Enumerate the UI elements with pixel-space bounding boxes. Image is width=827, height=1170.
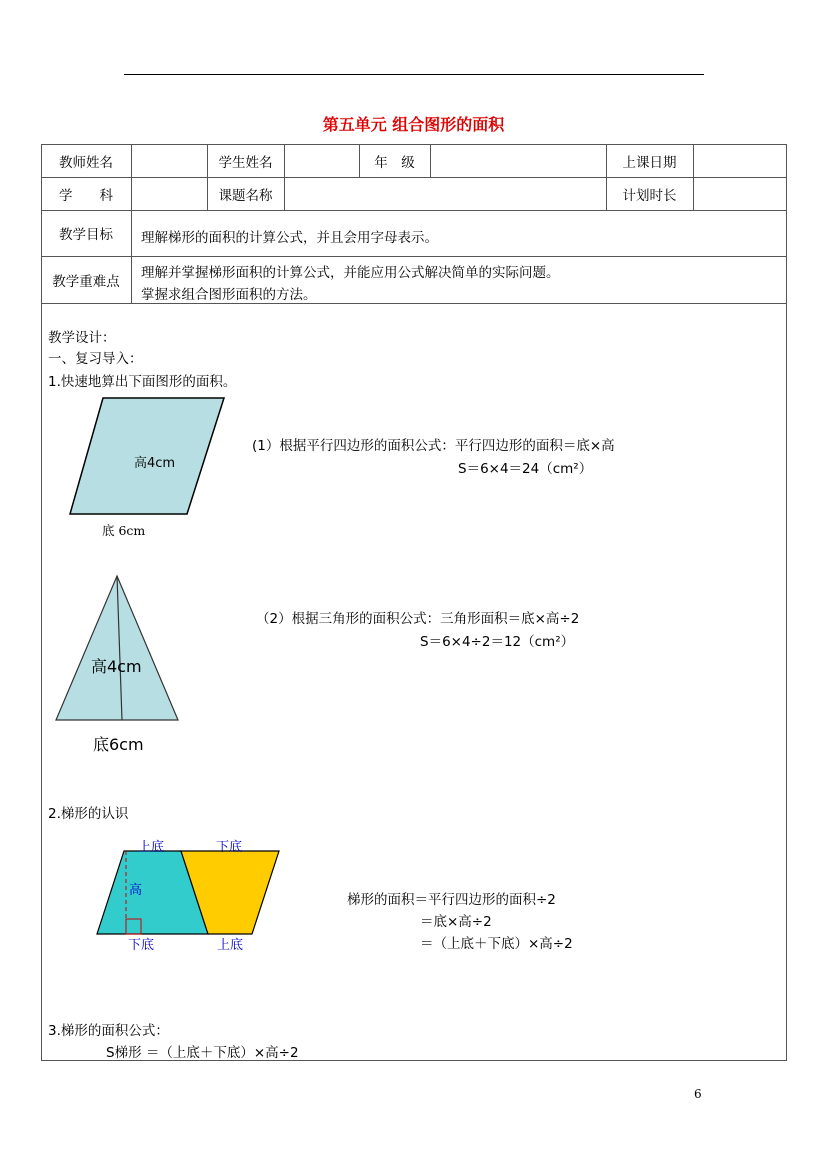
parallelogram-formula: (1）根据平行四边形的面积公式：平行四边形的面积＝底×高 — [252, 438, 615, 454]
page-title: 第五单元 组合图形的面积 — [322, 115, 505, 134]
trapezoid-formula: S梯形 ＝（上底＋下底）×高÷2 — [106, 1045, 299, 1061]
parallelogram-base-label: 底 6cm — [102, 523, 146, 538]
triangle-formula: （2）根据三角形的面积公式：三角形面积＝底×高÷2 — [256, 611, 580, 627]
trapezoid-area-line-2: ＝底×高÷2 — [420, 914, 492, 930]
bottom-base-label-top: 下底 — [216, 840, 243, 855]
row-divider — [41, 210, 787, 211]
triangle-base-label: 底6cm — [93, 735, 144, 754]
item-3: 3.梯形的面积公式： — [48, 1023, 169, 1039]
lesson-name-value[interactable] — [284, 177, 606, 210]
row-divider — [41, 303, 787, 304]
design-heading: 教学设计： — [48, 330, 116, 346]
item-2: 2.梯形的认识 — [48, 806, 129, 822]
triangle-shape — [56, 576, 178, 720]
triangle-height-label: 高4cm — [91, 657, 142, 676]
teacher-name-value[interactable] — [131, 144, 207, 177]
trapezoid-area-line-3: ＝（上底＋下底）×高÷2 — [420, 936, 573, 952]
planned-time-label: 计划时长 — [622, 187, 677, 204]
subject-value[interactable] — [131, 177, 207, 210]
goal-label: 教学目标 — [59, 227, 113, 243]
triangle-figure — [50, 570, 190, 725]
row-divider — [41, 256, 787, 257]
header-rule — [124, 74, 704, 75]
student-name-label: 学生姓名 — [218, 154, 273, 171]
key-points-text-2: 掌握求组合图形面积的方法。 — [141, 287, 317, 303]
grade-label: 年 级 — [374, 154, 415, 171]
trapezoid-figure — [90, 845, 290, 940]
planned-time-value[interactable] — [693, 177, 787, 210]
subject-label: 学 科 — [59, 187, 113, 204]
class-date-value[interactable] — [693, 144, 787, 177]
top-base-label-left: 上底 — [138, 840, 165, 855]
trapezoid-area-line-1: 梯形的面积＝平行四边形的面积÷2 — [347, 892, 556, 908]
parallelogram-calc: S＝6×4＝24（cm²） — [458, 461, 593, 477]
lesson-name-label: 课题名称 — [218, 187, 273, 204]
triangle-calc: S＝6×4÷2＝12（cm²） — [420, 634, 575, 650]
student-name-value[interactable] — [284, 144, 359, 177]
grade-value[interactable] — [430, 144, 606, 177]
class-date-label: 上课日期 — [622, 154, 677, 171]
page-number: 6 — [694, 1087, 702, 1101]
section-review: 一、复习导入： — [48, 351, 143, 367]
goal-text: 理解梯形的面积的计算公式，并且会用字母表示。 — [141, 230, 438, 246]
key-points-text-1: 理解并掌握梯形面积的计算公式，并能应用公式解决简单的实际问题。 — [141, 265, 560, 281]
teacher-name-label: 教师姓名 — [59, 154, 113, 171]
item-1: 1.快速地算出下面图形的面积。 — [48, 374, 237, 390]
key-points-label: 教学重难点 — [52, 273, 120, 290]
top-base-label-bottom: 上底 — [217, 938, 244, 953]
parallelogram-height-label: 高4cm — [134, 456, 176, 471]
bottom-base-label-left: 下底 — [128, 938, 155, 953]
trapezoid-height-label: 高 — [129, 883, 143, 898]
